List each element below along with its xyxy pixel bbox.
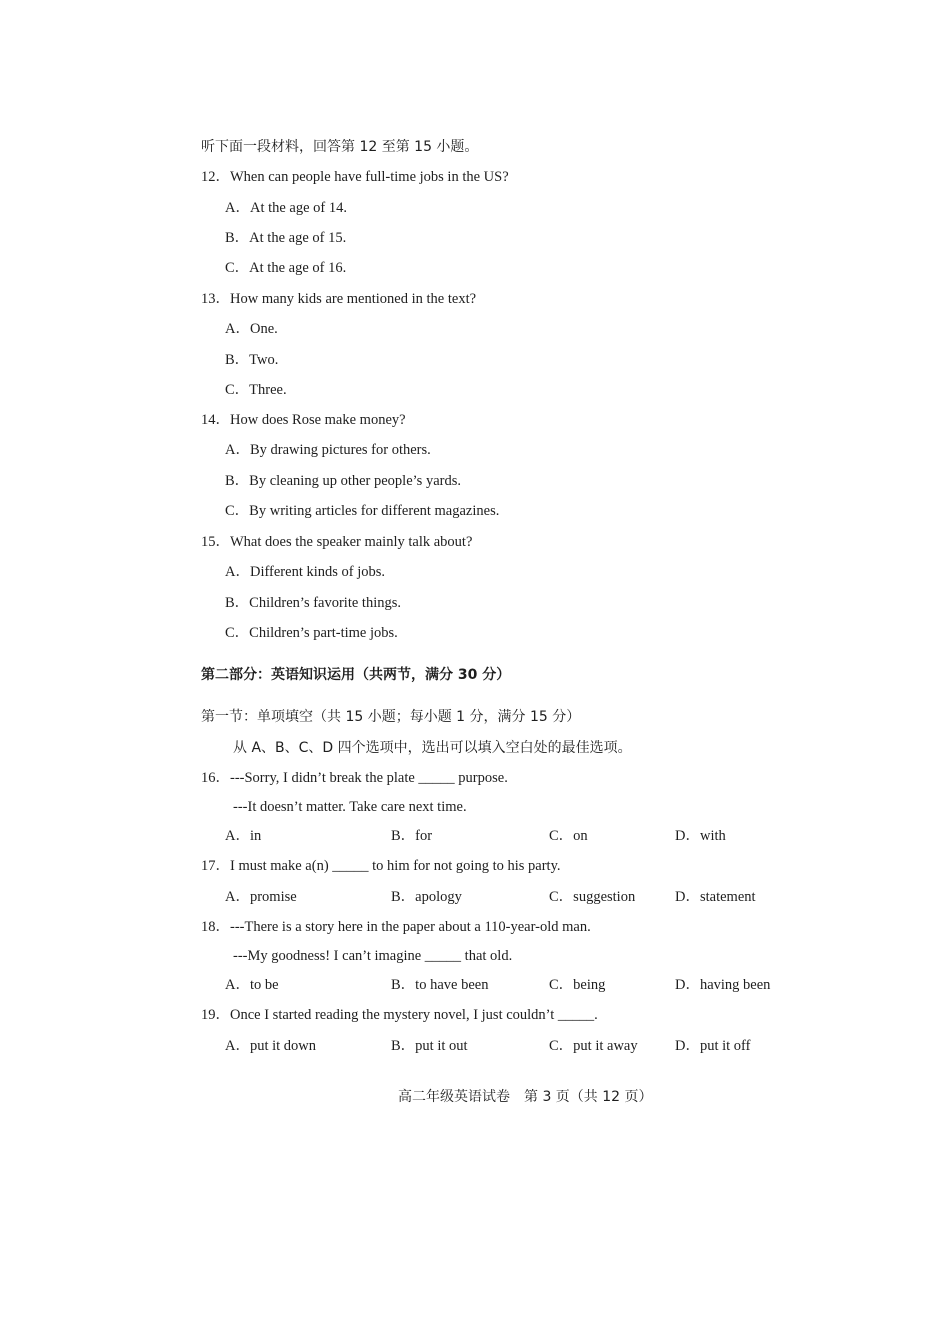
question-18-option-a: A．to be [225, 977, 279, 993]
question-12-option-b: B．At the age of 15. [225, 230, 347, 246]
question-14-option-c: C．By writing articles for different magazines. [225, 503, 500, 519]
question-16-option-b: B．for [391, 828, 433, 844]
question-17-line-1: 17．I must make a(n) _____ to him for not going to his party. [201, 858, 561, 874]
question-16-option-c: C．on [549, 828, 588, 844]
question-15-option-c: C．Children’s part-time jobs. [225, 625, 398, 641]
question-16-option-d: D．with [675, 828, 726, 844]
question-14-option-a: A．By drawing pictures for others. [225, 442, 431, 458]
question-16-line-1: 16．---Sorry, I didn’t break the plate _____ purpose. [201, 770, 508, 786]
question-16-option-a: A．in [225, 828, 262, 844]
question-12-option-c: C．At the age of 16. [225, 260, 347, 276]
question-18-option-d: D．having been [675, 977, 771, 993]
question-18-line-1: 18．---There is a story here in the paper about a 110-year-old man. [201, 919, 591, 935]
part2-heading: 第二部分：英语知识运用（共两节，满分 30 分） [201, 667, 511, 683]
question-14-option-b: B．By cleaning up other people’s yards. [225, 473, 461, 489]
question-13-stem: 13．How many kids are mentioned in the text? [201, 291, 477, 307]
page-footer: 高二年级英语试卷 第 3 页（共 12 页） [398, 1089, 653, 1105]
question-18-option-c: C．being [549, 977, 606, 993]
listening-intro: 听下面一段材料，回答第 12 至第 15 小题。 [201, 139, 479, 155]
question-15-stem: 15．What does the speaker mainly talk about? [201, 534, 473, 550]
question-18-line-2: ---My goodness! I can’t imagine _____ that old. [233, 948, 513, 964]
question-19-option-d: D．put it off [675, 1038, 751, 1054]
question-17-option-c: C．suggestion [549, 889, 636, 905]
question-15-option-a: A．Different kinds of jobs. [225, 564, 386, 580]
section1-instruction: 从 A、B、C、D 四个选项中，选出可以填入空白处的最佳选项。 [233, 740, 632, 756]
question-19-line-1: 19．Once I started reading the mystery novel, I just couldn’t _____. [201, 1007, 598, 1023]
question-15-option-b: B．Children’s favorite things. [225, 595, 401, 611]
question-17-option-a: A．promise [225, 889, 297, 905]
question-12-option-a: A．At the age of 14. [225, 200, 348, 216]
question-12-stem: 12．When can people have full-time jobs in the US? [201, 169, 509, 185]
question-18-option-b: B．to have been [391, 977, 489, 993]
question-19-option-c: C．put it away [549, 1038, 638, 1054]
question-19-option-b: B．put it out [391, 1038, 468, 1054]
question-14-stem: 14．How does Rose make money? [201, 412, 406, 428]
question-19-option-a: A．put it down [225, 1038, 317, 1054]
question-13-option-c: C．Three. [225, 382, 287, 398]
question-17-option-b: B．apology [391, 889, 462, 905]
question-13-option-b: B．Two. [225, 352, 279, 368]
question-17-option-d: D．statement [675, 889, 756, 905]
question-13-option-a: A．One. [225, 321, 278, 337]
question-16-line-2: ---It doesn’t matter. Take care next time. [233, 799, 467, 815]
section1-title: 第一节：单项填空（共 15 小题；每小题 1 分，满分 15 分） [201, 709, 581, 725]
